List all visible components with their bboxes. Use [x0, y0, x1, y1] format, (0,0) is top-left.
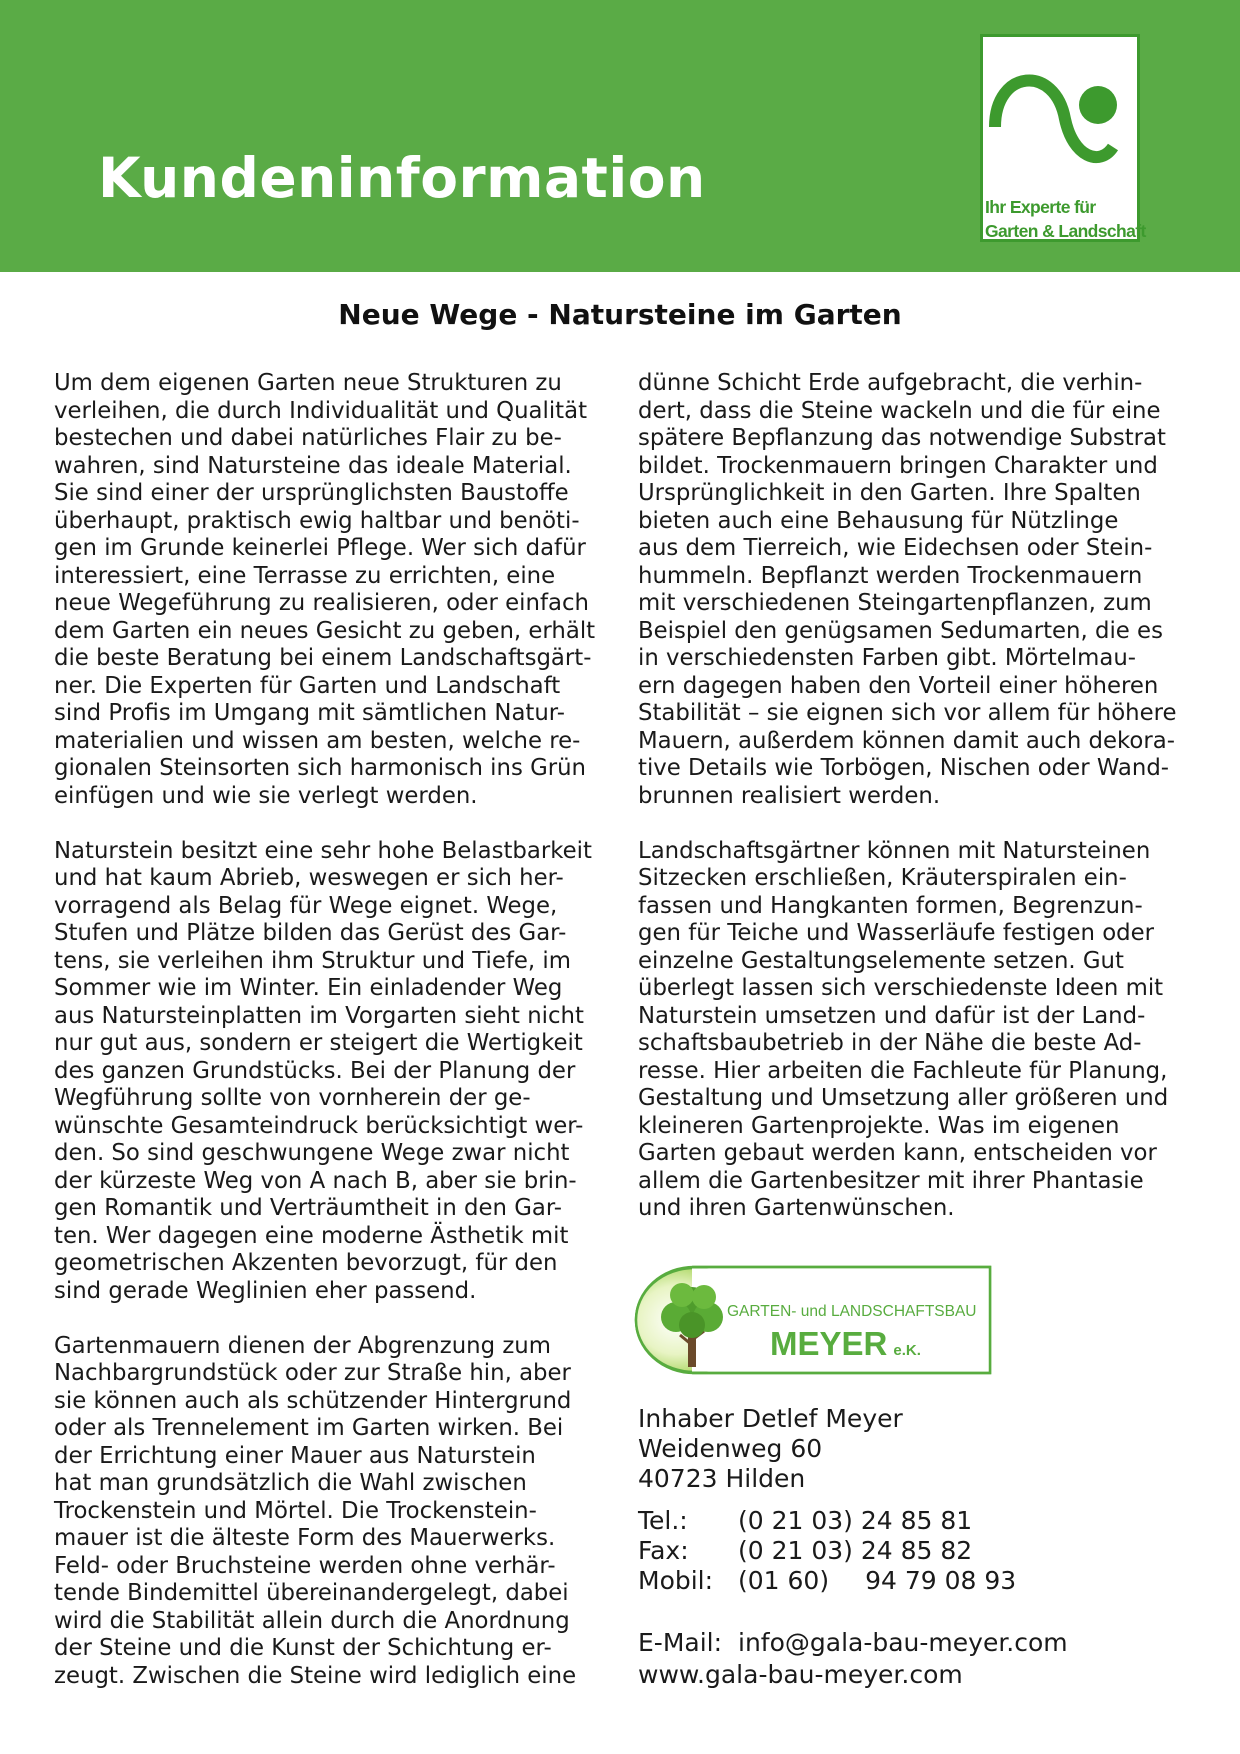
mobile-prefix: (01 60) — [738, 1566, 830, 1595]
website-link[interactable]: www.gala-bau-meyer.com — [638, 1660, 963, 1689]
email-row — [638, 1628, 1068, 1657]
expert-logo — [980, 34, 1146, 242]
mobile-label: Mobil: — [638, 1566, 714, 1595]
city: 40723 Hilden — [638, 1464, 806, 1493]
email-label: E-Mail: — [638, 1628, 723, 1657]
article-title: Neue Wege - Natursteine im Garten — [338, 298, 902, 331]
paragraph: dünne Schicht Erde aufgebracht, die verhin- dert, dass die Steine wackeln und die für eine spätere Bepflanzung das notwendige Substrat bildet. Trockenmauern bringen Charakter und Ursprünglichkeit in den Garten. Ihre Spalten bieten auch eine Behausung für Nützlinge aus dem Tierreich, wie Eidechsen oder Stein- hummeln. Bepflanzt werden Trockenmauern mit verschiedenen Steingartenpflanzen, zum Beispiel den genügsamen Sedumarten, die es in verschiedensten Farben gibt. Mörtelmau- ern dagegen haben den Vorteil einer höheren Stabilität – sie eignen sich vor allem für höhere Mauern, außerdem können damit auch dekora- tive Details wie Torbögen, Nischen oder Wand- brunnen realisiert werden. — [638, 370, 1177, 809]
logo-tagline-1: Ihr Experte für — [985, 197, 1096, 217]
company-name — [770, 1325, 921, 1363]
logo-tagline-2: Garten & Landschaft — [985, 221, 1146, 241]
fax-row — [638, 1536, 972, 1565]
header-banner — [0, 0, 1240, 272]
fax-label: Fax: — [638, 1536, 689, 1565]
company-name-text: MEYER — [770, 1325, 888, 1362]
mobile-number[interactable]: 94 79 08 93 — [865, 1566, 1017, 1595]
text-column-right — [638, 370, 1198, 1250]
text-column-left — [54, 370, 614, 1718]
phone-row — [638, 1506, 972, 1535]
owner: Inhaber Detlef Meyer — [638, 1404, 903, 1433]
paragraph: Um dem eigenen Garten neue Strukturen zu verleihen, die durch Individualität und Qualität bestechen und dabei natürliches Flair zu be- wahren, sind Natursteine das ideale Material. Sie sind einer der ursprünglichsten Baustoffe überhaupt, praktisch ewig haltbar und benöti- gen im Grunde keinerlei Pflege. Wer sich dafür interessiert, eine Terrasse zu errichten, eine neue Wegeführung zu realisieren, oder einfach dem Garten ein neues Gesicht zu geben, erhält die beste Beratung bei einem Landschaftsgärt- ner. Die Experten für Garten und Landschaft sind Profis im Umgang mit sämtlichen Natur- materialien und wissen am besten, welche re- gionalen Steinsorten sich harmonisch ins Grün einfügen und wie sie verlegt werden. — [54, 370, 596, 809]
street: Weidenweg 60 — [638, 1434, 823, 1463]
phone-number[interactable]: (0 21 03) 24 85 81 — [738, 1506, 973, 1535]
landscape-curve-icon — [985, 39, 1135, 194]
company-line-1: GARTEN- und LANDSCHAFTSBAU — [727, 1303, 977, 1320]
paragraph: Gartenmauern dienen der Abgrenzung zum Nachbargrundstück oder zur Straße hin, aber sie können auch als schützender Hintergrund oder als Trennelement im Garten wirken. Bei der Errichtung einer Mauer aus Naturstein hat man grundsätzlich die Wahl zwischen Trockenstein und Mörtel. Die Trockenstein- mauer ist die älteste Form des Mauerwerks. Feld- oder Bruchsteine werden ohne verhär- tende Bindemittel übereinandergelegt, dabei wird die Stabilität allein durch die Anordnung der Steine und die Kunst der Schichtung er- zeugt. Zwischen die Steine wird lediglich eine — [54, 1332, 577, 1689]
paragraph: Naturstein besitzt eine sehr hohe Belastbarkeit und hat kaum Abrieb, weswegen er sich her- vorragend als Belag für Wege eignet. Wege, Stufen und Plätze bilden das Gerüst des Gar- tens, sie verleihen ihm Struktur und Tiefe, im Sommer wie im Winter. Ein einladender Weg aus Natursteinplatten im Vorgarten sieht nicht nur gut aus, sondern er steigert die Wertigkeit des ganzen Grundstücks. Bei der Planung der Wegführung sollte von vornherein der ge- wünschte Gesamteindruck berücksichtigt wer- den. So sind geschwungene Wege zwar nicht der kürzeste Weg von A nach B, aber sie brin- gen Romantik und Verträumtheit in den Gar- ten. Wer dagegen eine moderne Ästhetik mit geometrischen Akzenten bevorzugt, für den sind gerade Weglinien eher passend. — [54, 837, 592, 1304]
mobile-row — [638, 1566, 1016, 1595]
page-title: Kundeninformation — [98, 146, 706, 210]
phone-label: Tel.: — [638, 1506, 688, 1535]
company-suffix: e.K. — [893, 1342, 921, 1359]
paragraph: Landschaftsgärtner können mit Natursteinen Sitzecken erschließen, Kräuterspiralen ein- fassen und Hangkanten formen, Begrenzun- gen für Teiche und Wasserläufe festigen oder einzelne Gestaltungselemente setzen. Gut überlegt lassen sich verschiedenste Ideen mit Naturstein umsetzen und dafür ist der Land- schaftsbaubetrieb in der Nähe die beste Ad- resse. Hier arbeiten die Fachleute für Planung, Gestaltung und Umsetzung aller größeren und kleineren Gartenprojekte. Was im eigenen Garten gebaut werden kann, entscheiden vor allem die Gartenbesitzer mit ihrer Phantasie und ihren Gartenwünschen. — [638, 837, 1169, 1221]
fax-number: (0 21 03) 24 85 82 — [738, 1536, 973, 1565]
email-link[interactable]: info@gala-bau-meyer.com — [738, 1628, 1068, 1657]
